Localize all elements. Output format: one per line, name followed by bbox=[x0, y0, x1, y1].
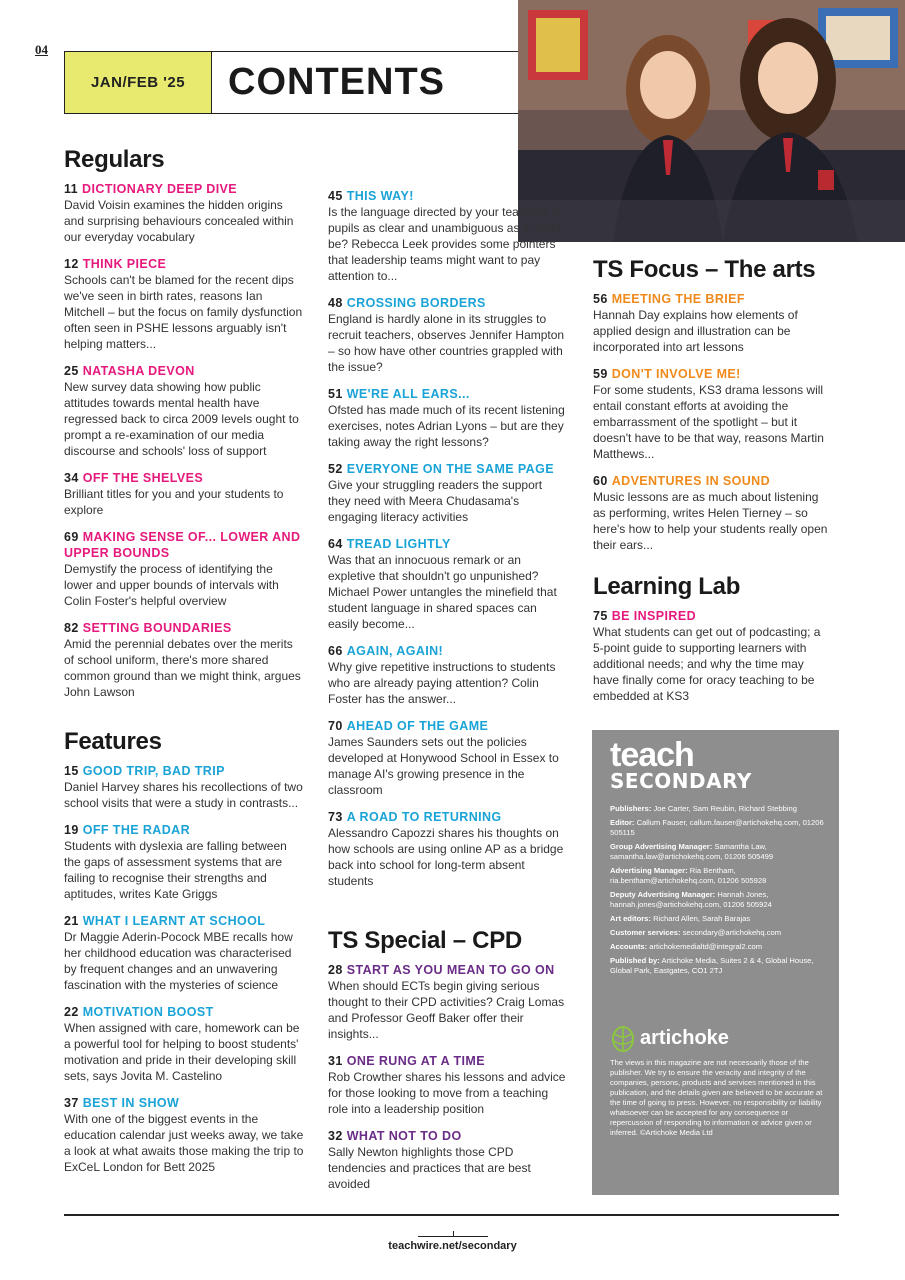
entry-description: When should ECTs begin giving serious thought to their CPD activities? Craig Lomas and Professor Geoff Baker offer their insights... bbox=[328, 979, 565, 1041]
entry-title: DON'T INVOLVE ME! bbox=[611, 367, 741, 381]
footer-url[interactable]: teachwire.net/secondary bbox=[388, 1240, 517, 1252]
contents-entry[interactable] bbox=[64, 181, 304, 245]
artichoke-logo bbox=[610, 1024, 825, 1052]
entry-title: BEST IN SHOW bbox=[82, 1096, 180, 1110]
section-title-features: Features bbox=[64, 728, 162, 755]
credit-line: Customer services: secondary@artichokehq.com bbox=[610, 928, 782, 937]
entry-page-number: 34 bbox=[64, 471, 79, 485]
page-number: 04 bbox=[35, 42, 48, 57]
entry-title: THIS WAY! bbox=[346, 189, 414, 203]
column-left bbox=[64, 146, 304, 1186]
contents-entry[interactable] bbox=[593, 608, 833, 704]
entry-title: AHEAD OF THE GAME bbox=[346, 719, 489, 733]
entry-description: Alessandro Capozzi shares his thoughts on how schools are using online AP as a bridge back into school for long-term absent students bbox=[328, 826, 564, 888]
footer-line bbox=[418, 1236, 488, 1237]
contents-entry[interactable] bbox=[328, 295, 568, 375]
section-title-regulars: Regulars bbox=[64, 146, 165, 173]
contents-entry[interactable] bbox=[328, 188, 568, 284]
entry-description: Give your struggling readers the support they need with Meera Chudasama's engaging literacy activities bbox=[328, 478, 543, 524]
entry-description: England is hardly alone in its struggles to recruit teachers, observes Jennifer Hampton – so how have other countries grappled with the issue? bbox=[328, 312, 565, 374]
entry-title: START AS YOU MEAN TO GO ON bbox=[346, 963, 555, 977]
ts-special-section bbox=[328, 927, 568, 1192]
issue-date: JAN/FEB '25 bbox=[65, 52, 212, 113]
entry-description: Students with dyslexia are falling between the gaps of assessment systems that are failing to recognise their strengths and aptitudes, writes Kate Griggs bbox=[64, 839, 287, 901]
entry-description: Hannah Day explains how elements of applied design and illustration can be incorporated into art lessons bbox=[593, 308, 798, 354]
entry-page-number: 73 bbox=[328, 810, 343, 824]
entry-description: Dr Maggie Aderin-Pocock MBE recalls how her childhood education was characterised by frequent changes and an unwavering fascination with the mysteries of science bbox=[64, 930, 293, 992]
contents-entry[interactable] bbox=[64, 363, 304, 459]
entry-page-number: 64 bbox=[328, 537, 343, 551]
credit-line: Publishers: Joe Carter, Sam Reubin, Richard Stebbing bbox=[610, 804, 797, 813]
entry-title: A ROAD TO RETURNING bbox=[346, 810, 502, 824]
credit-line: Advertising Manager: Ria Bentham, ria.bentham@artichokehq.com, 01206 505928 bbox=[610, 866, 767, 885]
contents-entry[interactable] bbox=[593, 473, 833, 553]
ts-focus-section bbox=[593, 256, 833, 553]
entry-title: DICTIONARY DEEP DIVE bbox=[82, 182, 238, 196]
section-title-learning-lab: Learning Lab bbox=[593, 573, 741, 600]
artichoke-icon bbox=[610, 1024, 636, 1052]
entry-page-number: 59 bbox=[593, 367, 608, 381]
contents-entry[interactable] bbox=[64, 470, 304, 518]
entry-page-number: 70 bbox=[328, 719, 343, 733]
section-title-ts-focus: TS Focus – The arts bbox=[593, 256, 816, 283]
entry-page-number: 48 bbox=[328, 296, 343, 310]
column-middle bbox=[328, 188, 568, 1203]
entry-description: Brilliant titles for you and your students to explore bbox=[64, 487, 284, 517]
entry-description: New survey data showing how public attitudes towards mental health have regressed back to circa 2009 levels ought to prompt a re-examination of our media discourse and schools' loss of support bbox=[64, 380, 299, 458]
entry-title: ONE RUNG AT A TIME bbox=[346, 1054, 485, 1068]
entry-page-number: 25 bbox=[64, 364, 79, 378]
entry-page-number: 69 bbox=[64, 530, 79, 544]
entry-page-number: 22 bbox=[64, 1005, 79, 1019]
page-title: CONTENTS bbox=[228, 61, 445, 103]
entry-title: GOOD TRIP, BAD TRIP bbox=[82, 764, 225, 778]
entry-description: Sally Newton highlights those CPD tendencies and practices that are best avoided bbox=[328, 1145, 531, 1191]
entry-page-number: 21 bbox=[64, 914, 79, 928]
contents-entry[interactable] bbox=[64, 822, 304, 902]
entry-page-number: 82 bbox=[64, 621, 79, 635]
contents-entry[interactable] bbox=[64, 913, 304, 993]
entry-title: ADVENTURES IN SOUND bbox=[611, 474, 771, 488]
entry-description: David Voisin examines the hidden origins and surprising behaviours concealed within our everyday vocabulary bbox=[64, 198, 294, 244]
entry-page-number: 37 bbox=[64, 1096, 79, 1110]
entry-page-number: 52 bbox=[328, 462, 343, 476]
entry-title: MEETING THE BRIEF bbox=[611, 292, 745, 306]
column-right bbox=[593, 256, 833, 715]
contents-entry[interactable] bbox=[64, 1004, 304, 1084]
features-section bbox=[64, 728, 304, 1175]
features-continued bbox=[328, 188, 568, 889]
entry-description: With one of the biggest events in the education calendar just weeks away, we take a look at what awaits those making the trip to ExCeL London for Bett 2025 bbox=[64, 1112, 304, 1174]
contents-entry[interactable] bbox=[64, 529, 304, 609]
entry-page-number: 32 bbox=[328, 1129, 343, 1143]
contents-entry[interactable] bbox=[328, 461, 568, 525]
secondary-logo: SECONDARY bbox=[610, 769, 752, 793]
entry-title: WHAT I LEARNT AT SCHOOL bbox=[82, 914, 266, 928]
entry-description: Ofsted has made much of its recent listening exercises, notes Adrian Lyons – but are they taking away the right lessons? bbox=[328, 403, 565, 449]
entry-page-number: 56 bbox=[593, 292, 608, 306]
credits-list bbox=[610, 804, 825, 976]
contents-entry[interactable] bbox=[328, 809, 568, 889]
contents-entry[interactable] bbox=[328, 536, 568, 632]
cover-photo bbox=[518, 0, 905, 242]
entry-description: Music lessons are as much about listening as performing, writes Helen Tierney – so here's how to help your students really open their ears... bbox=[593, 490, 828, 552]
entry-title: EVERYONE ON THE SAME PAGE bbox=[346, 462, 554, 476]
students-photo-illustration bbox=[518, 0, 905, 242]
contents-entry[interactable] bbox=[64, 763, 304, 811]
credit-line: Published by: Artichoke Media, Suites 2 & 4, Global House, Global Park, Eastgates, CO1 2TJ bbox=[610, 956, 814, 975]
teach-logo: teach bbox=[610, 736, 694, 774]
entry-page-number: 11 bbox=[64, 182, 79, 196]
entry-page-number: 75 bbox=[593, 609, 608, 623]
entry-page-number: 31 bbox=[328, 1054, 343, 1068]
entry-description: For some students, KS3 drama lessons will entail constant efforts at avoiding the embarrassment of the spotlight – but it doesn't have to be that way, reasons Martin Matthews... bbox=[593, 383, 824, 461]
regulars-section bbox=[64, 146, 304, 700]
entry-title: MAKING SENSE OF... LOWER AND UPPER BOUNDS bbox=[64, 530, 301, 560]
entry-title: SETTING BOUNDARIES bbox=[82, 621, 232, 635]
entry-title: MOTIVATION BOOST bbox=[82, 1005, 214, 1019]
entry-description: Daniel Harvey shares his recollections of two school visits that were a study in contrasts... bbox=[64, 780, 303, 810]
contents-header bbox=[64, 51, 524, 114]
entry-page-number: 60 bbox=[593, 474, 608, 488]
entry-title: OFF THE RADAR bbox=[82, 823, 190, 837]
contents-entry[interactable] bbox=[328, 386, 568, 450]
entry-title: AGAIN, AGAIN! bbox=[346, 644, 444, 658]
entry-title: OFF THE SHELVES bbox=[82, 471, 204, 485]
entry-title: WE'RE ALL EARS... bbox=[346, 387, 470, 401]
entry-title: BE INSPIRED bbox=[611, 609, 696, 623]
entry-title: CROSSING BORDERS bbox=[346, 296, 486, 310]
entry-title: WHAT NOT TO DO bbox=[346, 1129, 462, 1143]
entry-title: THINK PIECE bbox=[82, 257, 167, 271]
contents-entry[interactable] bbox=[328, 643, 568, 707]
entry-page-number: 12 bbox=[64, 257, 79, 271]
entry-page-number: 45 bbox=[328, 189, 343, 203]
entry-page-number: 15 bbox=[64, 764, 79, 778]
entry-description: Is the language directed by your teachers at pupils as clear and unambiguous as it could be? Rebecca Leek provides some pointers that leadership teams might want to pay attention to... bbox=[328, 205, 562, 283]
credit-line: Group Advertising Manager: Samantha Law, samantha.law@artichokehq.com, 01206 505499 bbox=[610, 842, 774, 861]
entry-page-number: 28 bbox=[328, 963, 343, 977]
entry-page-number: 19 bbox=[64, 823, 79, 837]
entry-description: Demystify the process of identifying the lower and upper bounds of intervals with Colin Foster's helpful overview bbox=[64, 562, 279, 608]
entry-description: Amid the perennial debates over the merits of school uniform, there's more shared common ground than we might think, argues John Lawson bbox=[64, 637, 301, 699]
entry-description: When assigned with care, homework can be a powerful tool for helping to boost students' motivation and pride in their developing skill sets, says Jovita M. Castelino bbox=[64, 1021, 300, 1083]
entry-description: What students can get out of podcasting; a 5-point guide to supporting learners with additional needs; and why the time may have finally come for oracy teaching to be embedded at KS3 bbox=[593, 625, 821, 703]
artichoke-brand: artichoke bbox=[640, 1026, 729, 1049]
entry-description: Was that an innocuous remark or an expletive that shouldn't go unpunished? Michael Power untangles the minefield that student language in shared spaces can easily become... bbox=[328, 553, 557, 631]
contents-entry[interactable] bbox=[593, 291, 833, 355]
contents-entry[interactable] bbox=[328, 1128, 568, 1192]
contents-entry[interactable] bbox=[328, 718, 568, 798]
footer-tick bbox=[453, 1231, 454, 1236]
credit-line: Accounts: artichokemedialtd@integral2.com bbox=[610, 942, 763, 951]
entry-title: TREAD LIGHTLY bbox=[346, 537, 451, 551]
entry-description: Rob Crowther shares his lessons and advice for those looking to move from a teaching role into a leadership position bbox=[328, 1070, 566, 1116]
contents-entry[interactable] bbox=[328, 962, 568, 1042]
credit-line: Editor: Callum Fauser, callum.fauser@artichokehq.com, 01206 505115 bbox=[610, 818, 824, 837]
disclaimer: The views in this magazine are not necessarily those of the publisher. We try to ensure the veracity and integrity of the companies, persons, products and services mentioned in this publication, and the details given are believed to be accurate at the time of going to press. However, no responsibility or liability whatsoever can be accepted for any consequence or repercussion of responding to information or advice given or inferred. ©Artichoke Media Ltd bbox=[610, 1058, 823, 1137]
learning-lab-section bbox=[593, 573, 833, 704]
footer-rule bbox=[64, 1214, 839, 1216]
entry-page-number: 66 bbox=[328, 644, 343, 658]
credit-line: Art editors: Richard Allen, Sarah Barajas bbox=[610, 914, 751, 923]
entry-description: Schools can't be blamed for the recent dips we've seen in birth rates, reasons Ian Mitchell – but the focus on family dysfunction often seen in PSHE lessons arguably isn't helping matters... bbox=[64, 273, 303, 351]
masthead-box bbox=[592, 730, 839, 1195]
contents-entry[interactable] bbox=[64, 1095, 304, 1175]
contents-entry[interactable] bbox=[593, 366, 833, 462]
contents-entry[interactable] bbox=[328, 1053, 568, 1117]
section-title-ts-special: TS Special – CPD bbox=[328, 927, 522, 954]
entry-description: James Saunders sets out the policies developed at Honywood School in Essex to manage AI's growing presence in the classroom bbox=[328, 735, 559, 797]
entry-page-number: 51 bbox=[328, 387, 343, 401]
entry-description: Why give repetitive instructions to students who are already paying attention? Colin Foster has the answer... bbox=[328, 660, 556, 706]
credit-line: Deputy Advertising Manager: Hannah Jones, hannah.jones@artichokehq.com, 01206 505924 bbox=[610, 890, 772, 909]
contents-entry[interactable] bbox=[64, 256, 304, 352]
entry-title: NATASHA DEVON bbox=[82, 364, 195, 378]
contents-entry[interactable] bbox=[64, 620, 304, 700]
